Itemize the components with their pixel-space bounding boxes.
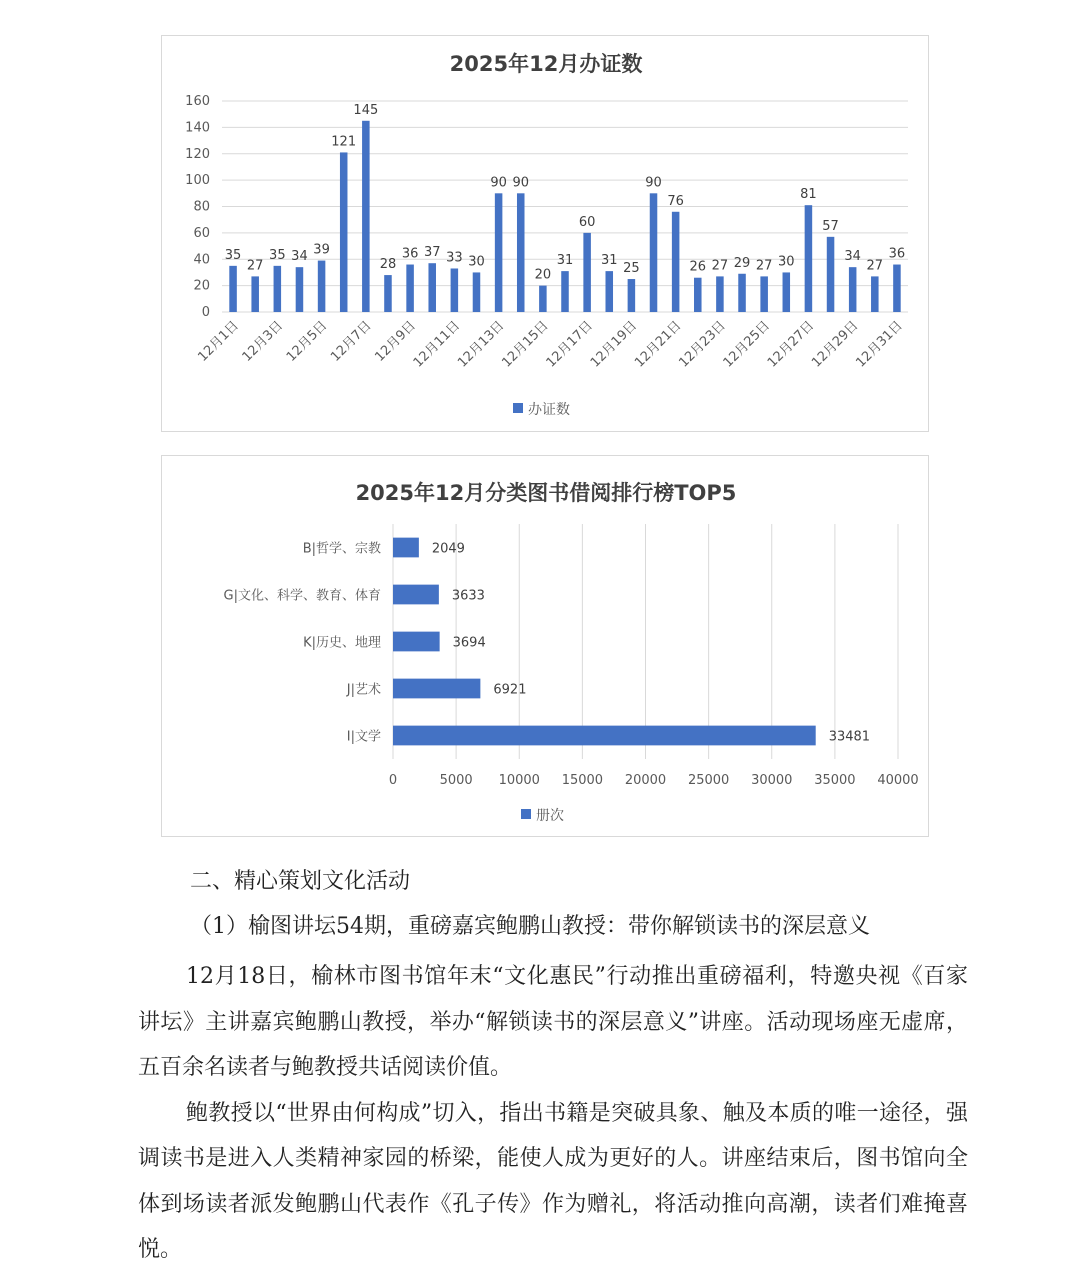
x-tick-label: 12月11日 xyxy=(410,318,464,371)
y-tick-label: 0 xyxy=(201,305,210,320)
bar xyxy=(274,266,282,312)
legend-label: 办证数 xyxy=(528,402,570,418)
category-label: J|艺术 xyxy=(346,682,381,698)
data-label: 27 xyxy=(711,258,729,274)
data-label: 57 xyxy=(822,218,839,234)
paragraph: 12月18日，榆林市图书馆年末“文化惠民”行动推出重磅福利，特邀央视《百家讲坛》主讲嘉宾鲍鹏山教授，举办“解锁读书的深层意义”讲座。活动现场座无虚席，五百余名读者与鲍教授共话阅读价值。 xyxy=(138,964,968,1080)
x-tick-label: 12月19日 xyxy=(587,318,641,371)
data-label: 6921 xyxy=(493,682,527,698)
chart-legend xyxy=(513,401,570,418)
category-label: B|哲学、宗教 xyxy=(302,541,381,557)
bar xyxy=(871,276,879,312)
bar xyxy=(428,263,436,312)
bar xyxy=(650,193,658,312)
x-tick-label: 0 xyxy=(388,773,398,788)
data-label: 25 xyxy=(623,261,640,277)
data-label: 3633 xyxy=(451,588,485,604)
data-label: 27 xyxy=(866,258,884,274)
x-tick-label: 12月23日 xyxy=(676,318,729,371)
x-tick-label: 12月15日 xyxy=(499,318,552,371)
chart-title: 2025年12月办证数 xyxy=(449,52,643,76)
data-label: 28 xyxy=(379,257,397,273)
y-tick-label: 60 xyxy=(193,225,210,241)
bar xyxy=(393,726,816,746)
x-tick-label: 35000 xyxy=(814,773,856,788)
data-label: 34 xyxy=(844,249,861,265)
bar xyxy=(827,237,835,312)
article-body xyxy=(138,954,968,1273)
category-label: K|历史、地理 xyxy=(303,635,381,651)
data-label: 2049 xyxy=(431,541,465,557)
data-label: 30 xyxy=(778,254,795,270)
data-label: 35 xyxy=(224,247,242,263)
bar xyxy=(716,276,724,312)
x-tick-label: 40000 xyxy=(877,773,919,788)
data-label: 20 xyxy=(534,267,552,283)
x-tick-label: 12月27日 xyxy=(764,318,818,371)
bar xyxy=(738,274,746,312)
registration-chart-svg xyxy=(162,36,930,433)
bar xyxy=(451,268,459,312)
y-tick-label: 140 xyxy=(185,120,210,136)
bar xyxy=(384,275,392,312)
x-tick-label: 12月25日 xyxy=(720,318,773,371)
data-label: 90 xyxy=(490,175,507,191)
x-tick-label: 12月5日 xyxy=(283,318,331,365)
y-tick-label: 20 xyxy=(193,278,210,294)
x-tick-label: 12月7日 xyxy=(328,318,375,365)
bar xyxy=(393,679,480,699)
bar xyxy=(628,279,636,312)
chart-title: 2025年12月分类图书借阅排行榜TOP5 xyxy=(355,481,737,505)
bar xyxy=(406,265,414,312)
registration-chart xyxy=(161,35,929,432)
bar xyxy=(849,267,857,312)
bar xyxy=(805,205,813,312)
bar xyxy=(561,271,569,312)
data-label: 29 xyxy=(733,255,751,271)
legend-swatch xyxy=(513,403,523,413)
bar xyxy=(362,121,370,312)
data-label: 26 xyxy=(689,259,707,275)
paragraph: 鲍教授以“世界由何构成”切入，指出书籍是突破具象、触及本质的唯一途径，强调读书是进入人类精神家园的桥梁，能使人成为更好的人。讲座结束后，图书馆向全体到场读者派发鲍鹏山代表作《孔子传》作为赠礼，将活动推向高潮，读者们难掩喜悦。 xyxy=(138,1100,968,1262)
data-label: 36 xyxy=(401,246,419,262)
x-tick-label: 12月29日 xyxy=(809,318,862,371)
y-tick-label: 100 xyxy=(185,173,210,189)
bar xyxy=(393,538,419,558)
x-tick-label: 12月13日 xyxy=(455,318,508,371)
bar xyxy=(296,267,304,312)
data-label: 76 xyxy=(667,193,684,209)
x-tick-label: 20000 xyxy=(624,773,667,788)
bar xyxy=(893,265,901,312)
legend-label: 册次 xyxy=(536,808,564,824)
y-tick-label: 160 xyxy=(185,94,210,109)
data-label: 81 xyxy=(800,187,817,203)
data-label: 34 xyxy=(291,249,308,265)
bar xyxy=(517,193,525,312)
bar xyxy=(340,152,348,312)
bar xyxy=(605,271,613,312)
bar xyxy=(783,272,791,312)
bar xyxy=(583,233,591,312)
legend-swatch xyxy=(521,809,531,819)
bar xyxy=(251,276,259,312)
y-tick-label: 80 xyxy=(193,199,210,215)
event-subheading: （1）榆图讲坛54期，重磅嘉宾鲍鹏山教授：带你解锁读书的深层意义 xyxy=(190,914,870,939)
data-label: 90 xyxy=(645,175,662,191)
bar xyxy=(760,276,768,312)
data-label: 60 xyxy=(578,214,596,230)
x-tick-label: 10000 xyxy=(498,773,540,788)
data-label: 31 xyxy=(600,253,618,269)
bar xyxy=(393,632,440,652)
data-label: 33481 xyxy=(828,729,871,745)
category-label: G|文化、科学、教育、体育 xyxy=(223,588,381,604)
data-label: 3694 xyxy=(452,635,486,651)
x-tick-label: 12月9日 xyxy=(372,318,419,365)
category-borrowing-chart xyxy=(161,455,929,837)
data-label: 27 xyxy=(246,258,264,274)
y-tick-label: 120 xyxy=(185,146,210,162)
x-tick-label: 5000 xyxy=(439,773,473,788)
data-label: 145 xyxy=(353,102,379,118)
x-tick-label: 12月31日 xyxy=(853,318,906,371)
data-label: 90 xyxy=(512,175,530,191)
bar xyxy=(393,585,439,605)
bar xyxy=(229,266,237,312)
bar xyxy=(694,278,702,312)
x-tick-label: 30000 xyxy=(751,773,793,788)
x-tick-label: 15000 xyxy=(561,773,604,788)
data-label: 31 xyxy=(556,253,574,269)
data-label: 121 xyxy=(331,134,357,150)
category-label: I|文学 xyxy=(346,729,381,745)
data-label: 37 xyxy=(423,245,441,261)
x-tick-label: 12月17日 xyxy=(543,318,596,371)
data-label: 36 xyxy=(888,246,906,262)
x-tick-label: 12月3日 xyxy=(239,318,287,365)
x-tick-label: 25000 xyxy=(687,773,730,788)
chart-legend xyxy=(521,808,564,824)
y-tick-label: 40 xyxy=(193,252,210,268)
x-tick-label: 12月21日 xyxy=(632,318,685,371)
bar xyxy=(672,212,680,312)
bar xyxy=(473,272,481,312)
x-tick-label: 12月1日 xyxy=(195,318,242,365)
data-label: 39 xyxy=(313,242,330,258)
bar xyxy=(539,286,547,312)
category-borrowing-chart-svg xyxy=(162,456,930,838)
bar xyxy=(495,193,503,312)
bar xyxy=(318,261,326,312)
data-label: 35 xyxy=(269,247,286,263)
data-label: 33 xyxy=(446,250,463,266)
section-heading: 二、精心策划文化活动 xyxy=(190,869,411,894)
data-label: 27 xyxy=(755,258,773,274)
data-label: 30 xyxy=(468,254,485,270)
